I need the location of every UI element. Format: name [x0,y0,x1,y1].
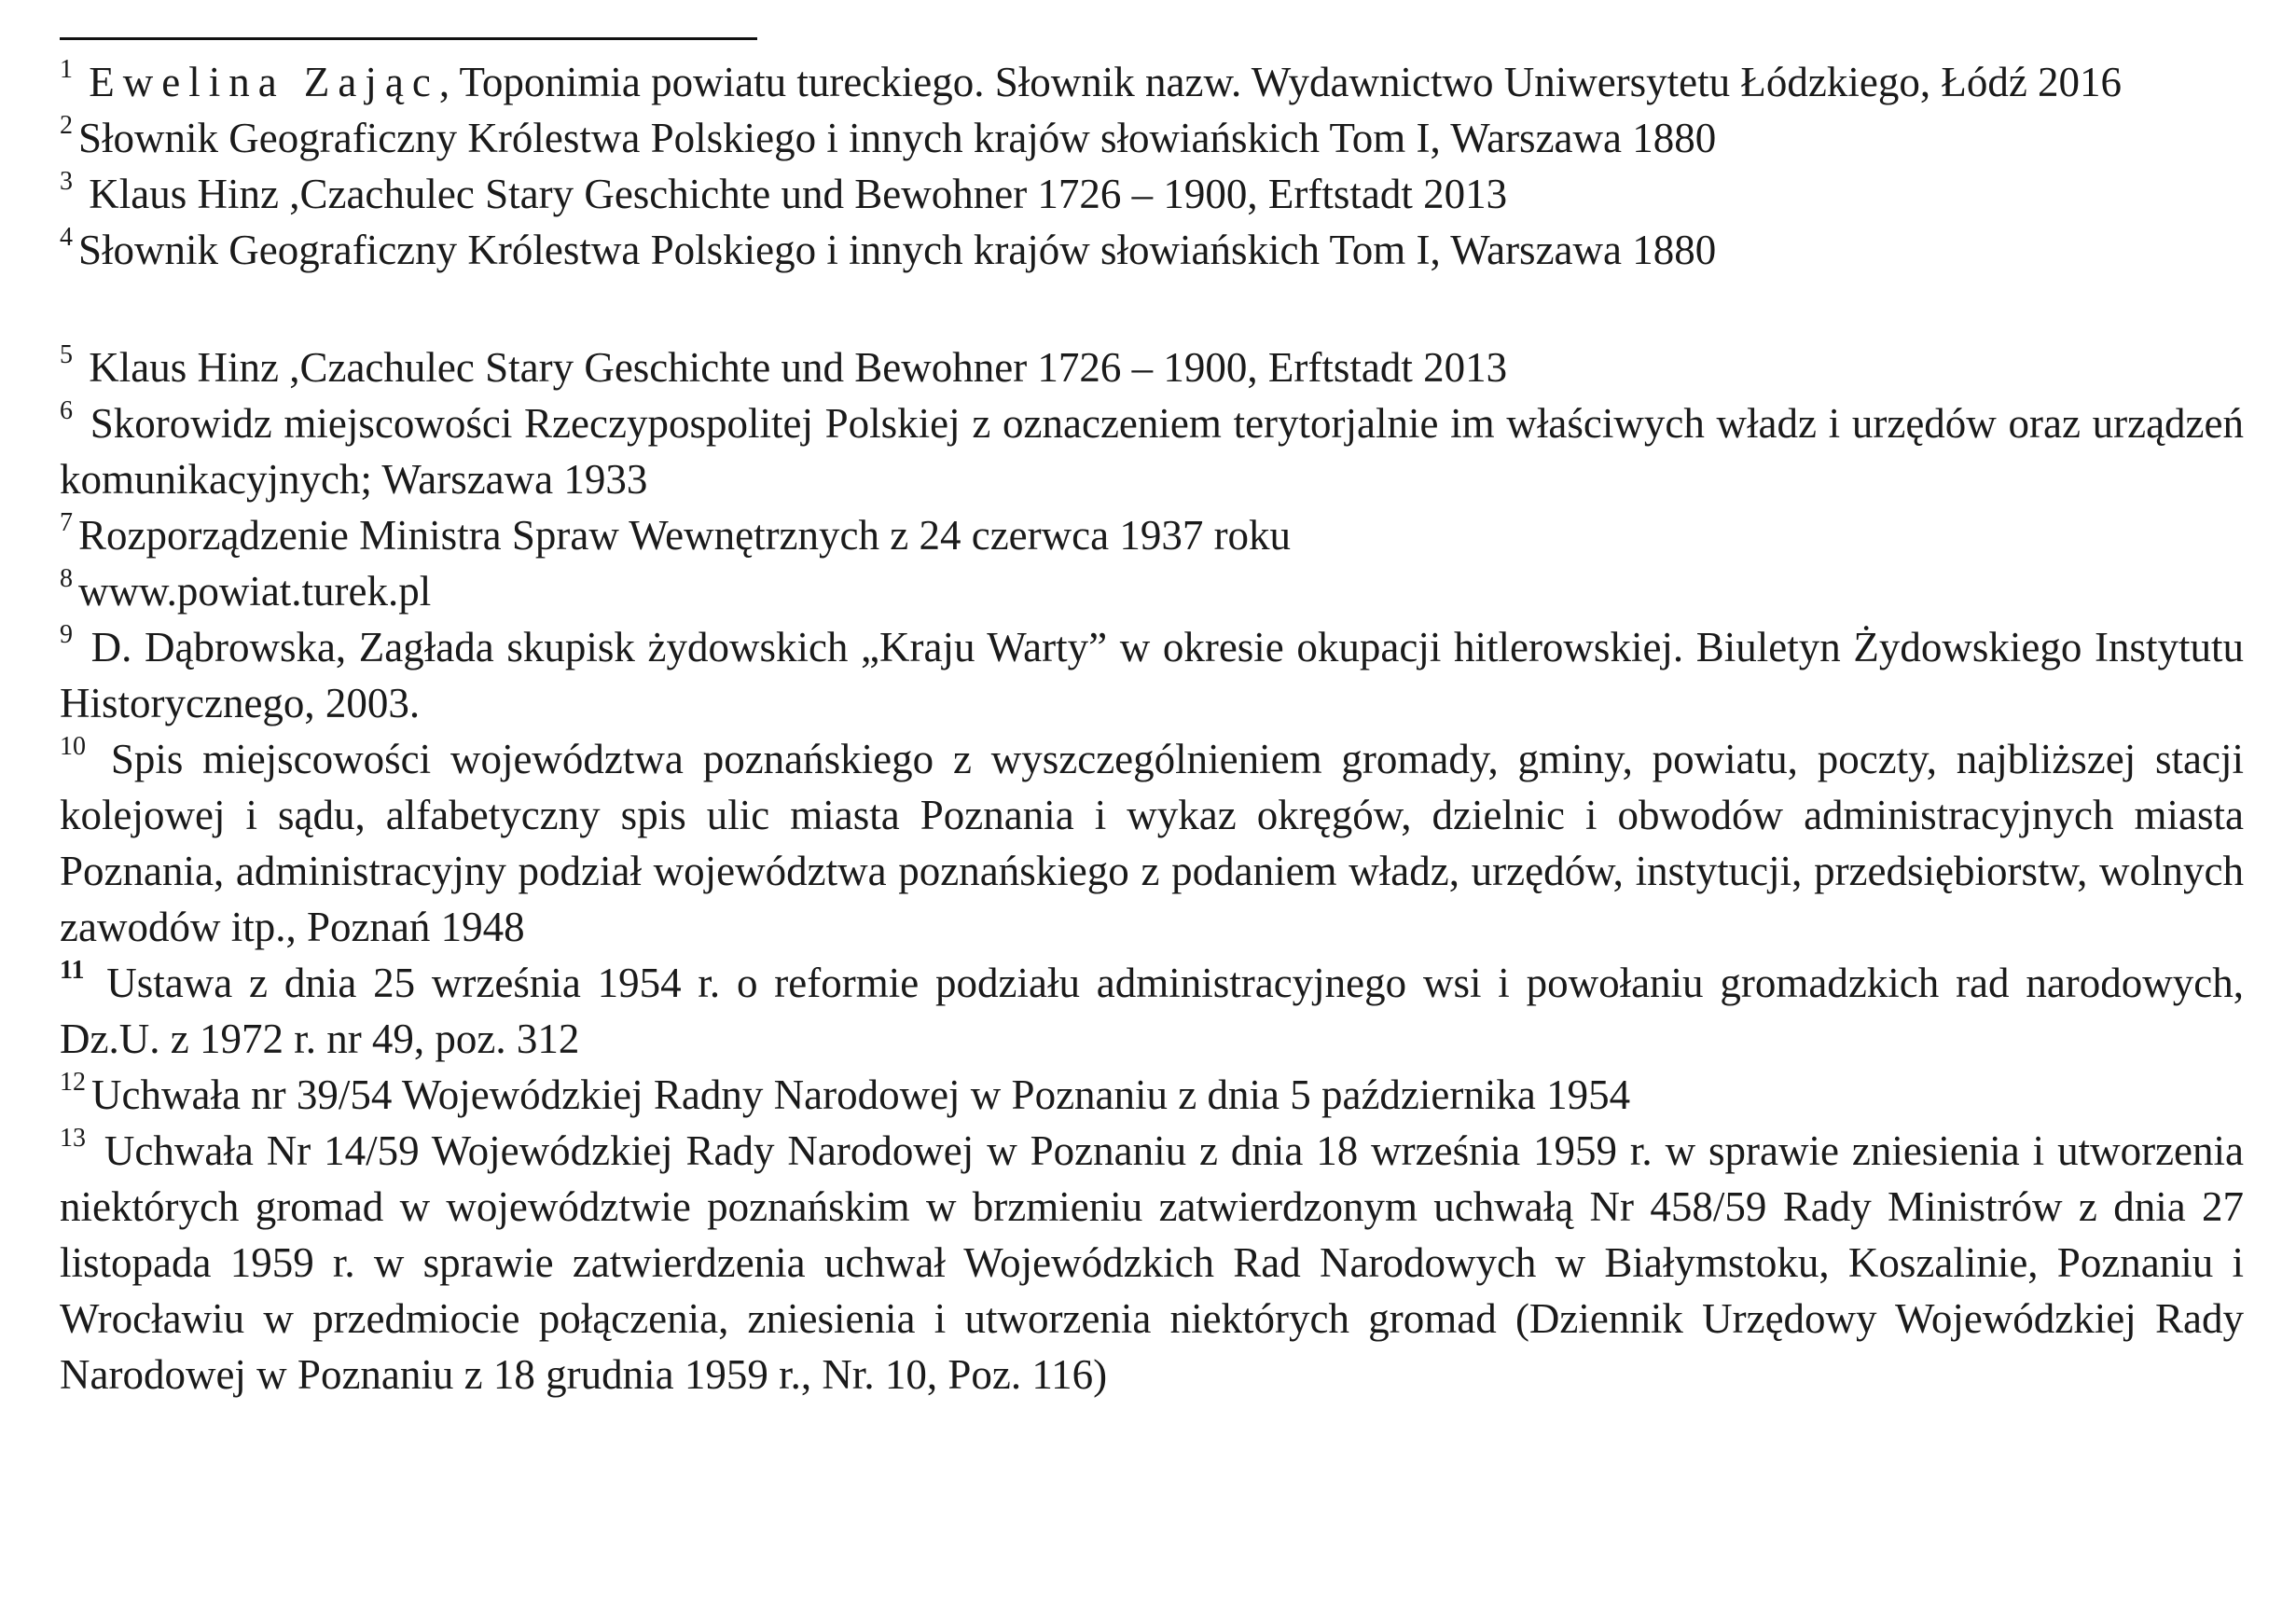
blank-line [60,278,2244,339]
footnote-text: Słownik Geograficzny Królestwa Polskiego i innych krajów słowiańskich Tom I, Warszawa 1880 [78,227,1717,273]
footnote-number: 10 [60,732,86,761]
footnote-number: 5 [60,340,73,369]
footnote-8 [60,563,2244,619]
footnote-13 [60,1123,2244,1403]
footnote-7 [60,507,2244,563]
footnote-text: Ustawa z dnia 25 września 1954 r. o reformie podziału administracyjnego wsi i powołaniu gromadzkich rad narodowych, Dz.U. z 1972 r. nr 49, poz. 312 [60,960,2245,1062]
footnote-text: Klaus Hinz ,Czachulec Stary Geschichte und Bewohner 1726 – 1900, Erftstadt 2013 [89,171,1508,217]
footnote-author: Ewelina Zając [89,59,439,105]
footnote-number: 8 [60,564,73,593]
footnote-text: www.powiat.turek.pl [78,568,432,615]
footnote-text: D. Dąbrowska, Zagłada skupisk żydowskich „Kraju Warty” w okresie okupacji hitlerowskiej. Biuletyn Żydowskiego Instytutu Historycznego, 2003. [60,624,2245,726]
footnote-10 [60,731,2244,955]
footnote-number: 2 [60,111,73,140]
footnote-number: 7 [60,508,73,537]
footnote-text: Uchwała nr 39/54 Wojewódzkiej Radny Narodowej w Poznaniu z dnia 5 października 1954 [91,1071,1631,1118]
footnotes-section [60,54,2244,1403]
footnote-number: 12 [60,1068,86,1097]
footnote-9 [60,619,2244,731]
footnote-12 [60,1067,2244,1123]
footnote-separator-rule [60,37,757,40]
footnote-number: 1 [60,55,73,84]
footnote-number: 9 [60,620,73,649]
footnote-number: 3 [60,167,73,196]
footnote-number: 6 [60,396,73,425]
footnote-text: Uchwała Nr 14/59 Wojewódzkiej Rady Narodowej w Poznaniu z dnia 18 września 1959 r. w sprawie zniesienia i utworzenia niektórych gromad w województwie poznańskim w brzmieniu zatwierdzonym uchwałą Nr 458/59 Rady Ministrów z dnia 27 listopada 1959 r. w sprawie zatwierdzenia uchwał Wojewódzkich Rad Narodowych w Białymstoku, Koszalinie, Poznaniu i Wrocławiu w przedmiocie połączenia, zniesienia i utworzenia niektórych gromad (Dziennik Urzędowy Wojewódzkiej Rady Narodowej w Poznaniu z 18 grudnia 1959 r., Nr. 10, Poz. 116) [60,1127,2245,1398]
footnote-5 [60,339,2244,395]
footnote-text: Spis miejscowości województwa poznańskiego z wyszczególnieniem gromady, gminy, powiatu, poczty, najbliższej stacji kolejowej i sądu, alfabetyczny spis ulic miasta Poznania i wykaz okręgów, dzielnic i obwodów administracyjnych miasta Poznania, administracyjny podział województwa poznańskiego z podaniem władz, urzędów, instytucji, przedsiębiorstw, wolnych zawodów itp., Poznań 1948 [60,736,2245,950]
footnote-text: Skorowidz miejscowości Rzeczypospolitej Polskiej z oznaczeniem terytorjalnie im właściwych władz i urzędów oraz urządzeń komunikacyjnych; Warszawa 1933 [60,400,2245,503]
footnote-text: Rozporządzenie Ministra Spraw Wewnętrznych z 24 czerwca 1937 roku [78,512,1292,559]
footnote-4 [60,222,2244,278]
footnote-text: , Toponimia powiatu tureckiego. Słownik nazw. Wydawnictwo Uniwersytetu Łódzkiego, Łódź 2016 [438,59,2123,105]
footnote-text: Słownik Geograficzny Królestwa Polskiego i innych krajów słowiańskich Tom I, Warszawa 1880 [78,115,1717,161]
footnote-number: 13 [60,1124,86,1153]
footnote-3 [60,166,2244,222]
footnote-1 [60,54,2244,110]
footnote-text: Klaus Hinz ,Czachulec Stary Geschichte und Bewohner 1726 – 1900, Erftstadt 2013 [89,344,1508,391]
footnote-number: 4 [60,223,73,252]
footnote-6 [60,395,2244,507]
footnote-number: 11 [60,956,85,985]
footnote-11 [60,955,2244,1067]
footnote-2 [60,110,2244,166]
